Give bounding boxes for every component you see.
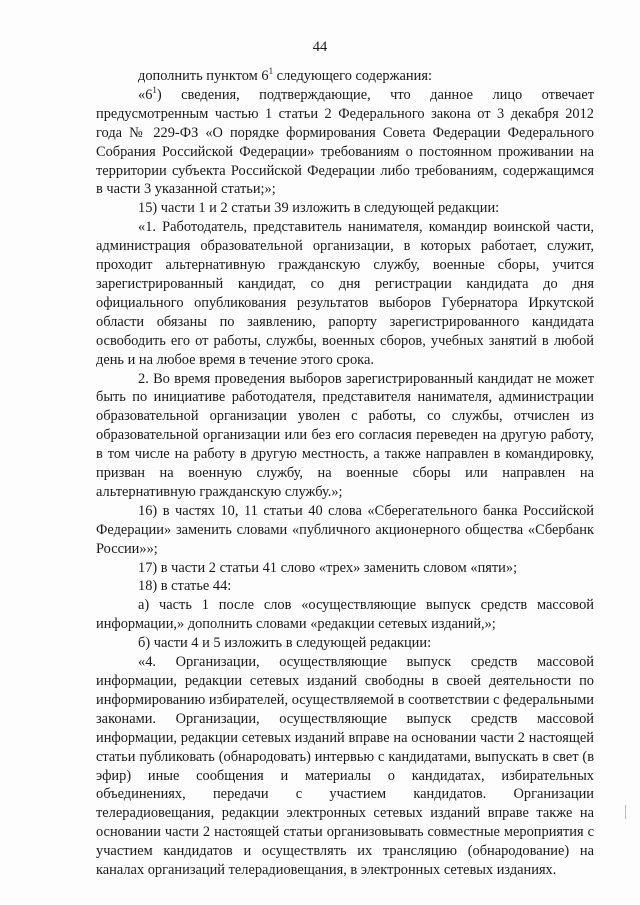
- paragraph-item-18: 18) в статье 44:: [138, 578, 232, 595]
- superscript: 1: [268, 66, 274, 76]
- margin-mark: [625, 805, 632, 819]
- paragraph-part-2: 2. Во время проведения выборов зарегистрированный кандидат не может быть по инициативе работодателя, представителя нанимателя, администрации образовательной организации уволен с работы, со службы, отчислен из образовательной организации или без его согласия переведен на другую работу, в том числе на работу в другую местность, а также направлен в командировку, призван на военную службу, на военные сборы или направлен на альтернативную гражданскую службу.»;: [96, 370, 594, 500]
- paragraph-item-18-a: а) часть 1 после слов «осуществляющие выпуск средств массовой информации,» дополнить словами «редакции сетевых изданий,»;: [96, 597, 594, 633]
- paragraph-item-18-b: б) части 4 и 5 изложить в следующей редакции:: [138, 635, 432, 652]
- paragraph-text: «6: [138, 86, 153, 103]
- paragraph-text: ) сведения, подтверждающие, что данное лицо отвечает предусмотренным частью 1 статьи 2 Федерального закона от 3 декабря 2012 года № 229-ФЗ «О порядке формирования Совета Федерации Федерального Собрания Российской Федерации» требованиям о постоянном проживании на территории субъекта Российской Федерации либо требованиям, содержащимся в части 3 указанной статьи;»;: [96, 86, 594, 198]
- paragraph-item-6-1: [96, 86, 594, 199]
- document-body: [96, 67, 594, 880]
- paragraph-part-1: «1. Работодатель, представитель нанимателя, командир воинской части, администрация образовательной организации, в которых работает, служит, проходит альтернативную гражданскую службу, военные сборы, учится зарегистрированный кандидат, со дня регистрации кандидата до дня официального опубликования результатов выборов Губернатора Иркутской области обязаны по заявлению, рапорту зарегистрированного кандидата освободить его от работы, службы, военных сборов, учебных занятий в любой день и на любое время в течение этого срока.: [96, 219, 594, 368]
- paragraph-text: дополнить пунктом 6: [138, 68, 269, 84]
- paragraph-text: следующего содержания:: [273, 68, 432, 84]
- paragraph-item-16: 16) в частях 10, 11 статьи 40 слова «Сберегательного банка Российской Федерации» заменить словами «публичного акционерного общества «Сбербанк России»»;: [96, 502, 594, 557]
- page-number: 44: [312, 39, 328, 55]
- paragraph-item-15: 15) части 1 и 2 статьи 39 изложить в следующей редакции:: [138, 200, 500, 217]
- paragraph-part-4: «4. Организации, осуществляющие выпуск средств массовой информации, редакции сетевых изданий свободны в своей деятельности по информированию избирателей, осуществляемой в соответствии с федеральными законами. Организации, осуществляющие выпуск средств массовой информации, редакции сетевых изданий вправе на основании части 2 настоящей статьи публиковать (обнародовать) интервью с кандидатами, выпускать в свет (в эфир) иные сообщения и материалы о кандидатах, избирательных объединениях, передачи с участием кандидатов. Организации телерадиовещания, редакции электронных сетевых изданий вправе также на основании части 2 настоящей статьи организовывать совместные мероприятия с участием кандидатов и осуществлять их трансляцию (обнародование) на каналах организаций телерадиовещания, в электронных сетевых изданиях.: [96, 654, 594, 879]
- paragraph-item-17: 17) в части 2 статьи 41 слово «трех» заменить словом «пяти»;: [138, 559, 518, 576]
- paragraph-intro: [96, 67, 594, 86]
- superscript: 1: [152, 84, 157, 95]
